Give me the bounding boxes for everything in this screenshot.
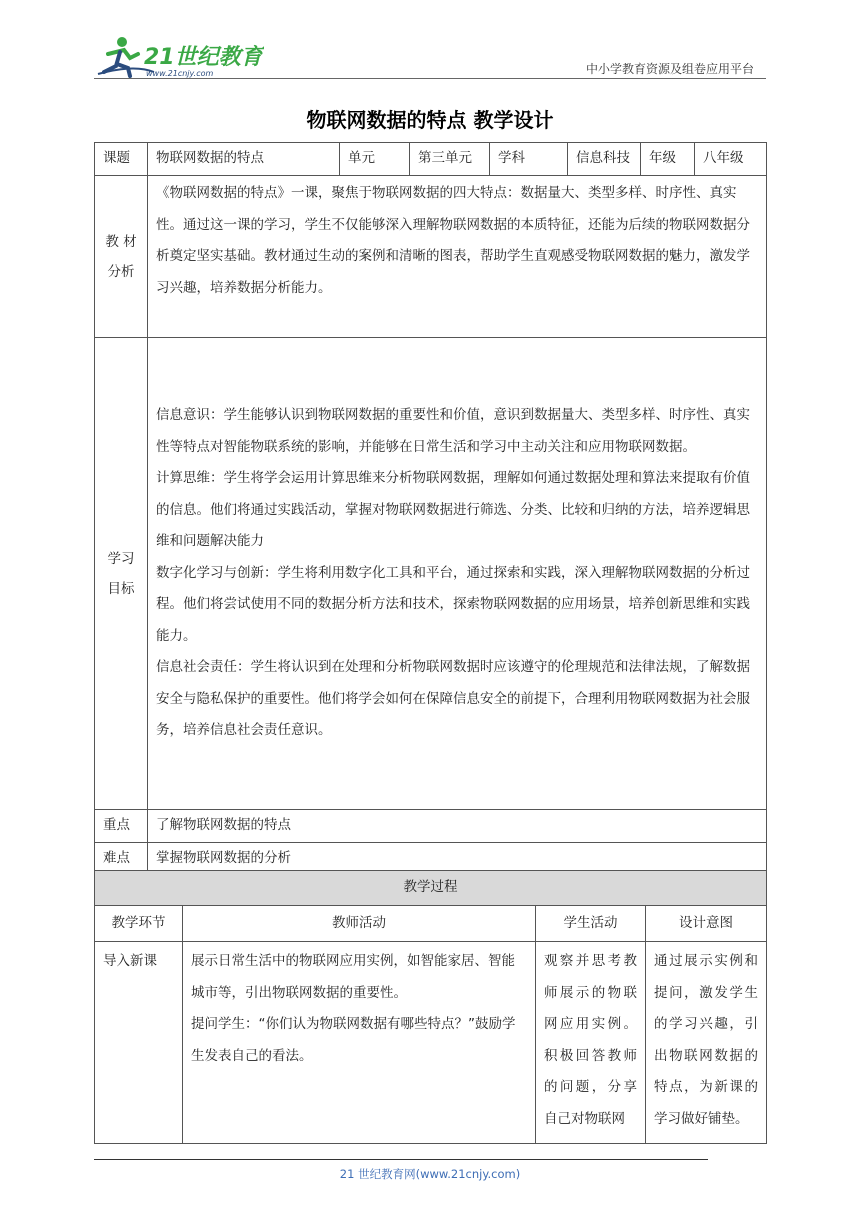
key-point-row bbox=[95, 810, 767, 843]
goal-item: 信息社会责任：学生将认识到在处理和分析物联网数据时应该遵守的伦理规范和法律法规，了解数据安全与隐私保护的重要性。他们将学会如何在保障信息安全的前提下，合理利用物联网数据为社会服务，培养信息社会责任意识。 bbox=[156, 659, 750, 739]
analysis-label: 教 材 分析 bbox=[95, 176, 148, 338]
grade-label: 年级 bbox=[641, 143, 695, 176]
stage-cell: 导入新课 bbox=[95, 942, 183, 1144]
header-divider bbox=[94, 78, 766, 79]
subject-value: 信息科技 bbox=[568, 143, 641, 176]
footer-divider bbox=[94, 1159, 708, 1160]
goal-item: 计算思维：学生将学会运用计算思维来分析物联网数据，理解如何通过数据处理和算法来提取有价值的信息。他们将通过实践活动，掌握对物联网数据进行筛选、分类、比较和归纳的方法，培养逻辑思维和问题解决能力 bbox=[156, 470, 750, 550]
key-point-text: 了解物联网数据的特点 bbox=[148, 810, 767, 843]
student-activity-cell: 观察并思考教师展示的物联网应用实例。积极回答教师的问题，分享自己对物联网 bbox=[536, 942, 646, 1144]
teacher-activity-item: 展示日常生活中的物联网应用实例，如智能家居、智能城市等，引出物联网数据的重要性。 bbox=[191, 953, 515, 1001]
design-intent-cell: 通过展示实例和提问，激发学生的学习兴趣，引出物联网数据的特点，为新课的学习做好铺垫。 bbox=[646, 942, 767, 1144]
teaching-process-table bbox=[94, 870, 767, 1144]
svg-text:21世纪教育: 21世纪教育 bbox=[144, 45, 263, 70]
column-header: 教师活动 bbox=[183, 906, 536, 942]
lesson-info-table bbox=[94, 142, 767, 875]
grade-value: 八年级 bbox=[695, 143, 767, 176]
analysis-row bbox=[95, 176, 767, 338]
key-point-label: 重点 bbox=[95, 810, 148, 843]
topic-label: 课题 bbox=[95, 143, 148, 176]
info-row bbox=[95, 143, 767, 176]
site-logo bbox=[94, 34, 264, 80]
goal-item: 信息意识：学生能够认识到物联网数据的重要性和价值，意识到数据量大、类型多样、时序性、真实性等特点对智能物联系统的影响，并能够在日常生活和学习中主动关注和应用物联网数据。 bbox=[156, 407, 750, 455]
topic-value: 物联网数据的特点 bbox=[148, 143, 340, 176]
column-header: 教学环节 bbox=[95, 906, 183, 942]
teacher-activity-item: 提问学生：“你们认为物联网数据有哪些特点？”鼓励学生发表自己的看法。 bbox=[191, 1016, 516, 1064]
analysis-text: 《物联网数据的特点》一课，聚焦于物联网数据的四大特点：数据量大、类型多样、时序性、真实性。通过这一课的学习，学生不仅能够深入理解物联网数据的本质特征，还能为后续的物联网数据分析奠定坚实基础。教材通过生动的案例和清晰的图表，帮助学生直观感受物联网数据的魅力，激发学习兴趣，培养数据分析能力。 bbox=[148, 176, 767, 338]
unit-label: 单元 bbox=[340, 143, 410, 176]
process-title-row bbox=[95, 871, 767, 906]
difficulty-label: 难点 bbox=[95, 842, 148, 875]
goal-item: 数字化学习与创新：学生将利用数字化工具和平台，通过探索和实践，深入理解物联网数据的分析过程。他们将尝试使用不同的数据分析方法和技术，探索物联网数据的应用场景，培养创新思维和实践能力。 bbox=[156, 564, 750, 644]
column-header: 设计意图 bbox=[646, 906, 767, 942]
process-row bbox=[95, 942, 767, 1144]
difficulty-text: 掌握物联网数据的分析 bbox=[148, 842, 767, 875]
svg-text:www.21cnjy.com: www.21cnjy.com bbox=[146, 69, 214, 78]
column-header: 学生活动 bbox=[536, 906, 646, 942]
goals-label: 学习 目标 bbox=[95, 338, 148, 810]
process-title: 教学过程 bbox=[95, 871, 767, 906]
goals-text bbox=[148, 338, 767, 810]
document-title: 物联网数据的特点 教学设计 bbox=[306, 108, 554, 132]
unit-value: 第三单元 bbox=[410, 143, 490, 176]
subject-label: 学科 bbox=[490, 143, 568, 176]
goals-row bbox=[95, 338, 767, 810]
platform-name: 中小学教育资源及组卷应用平台 bbox=[585, 62, 754, 76]
teacher-activity-cell bbox=[183, 942, 536, 1144]
footer-text: 21 世纪教育网(www.21cnjy.com) bbox=[339, 1167, 521, 1181]
process-header-row bbox=[95, 906, 767, 942]
